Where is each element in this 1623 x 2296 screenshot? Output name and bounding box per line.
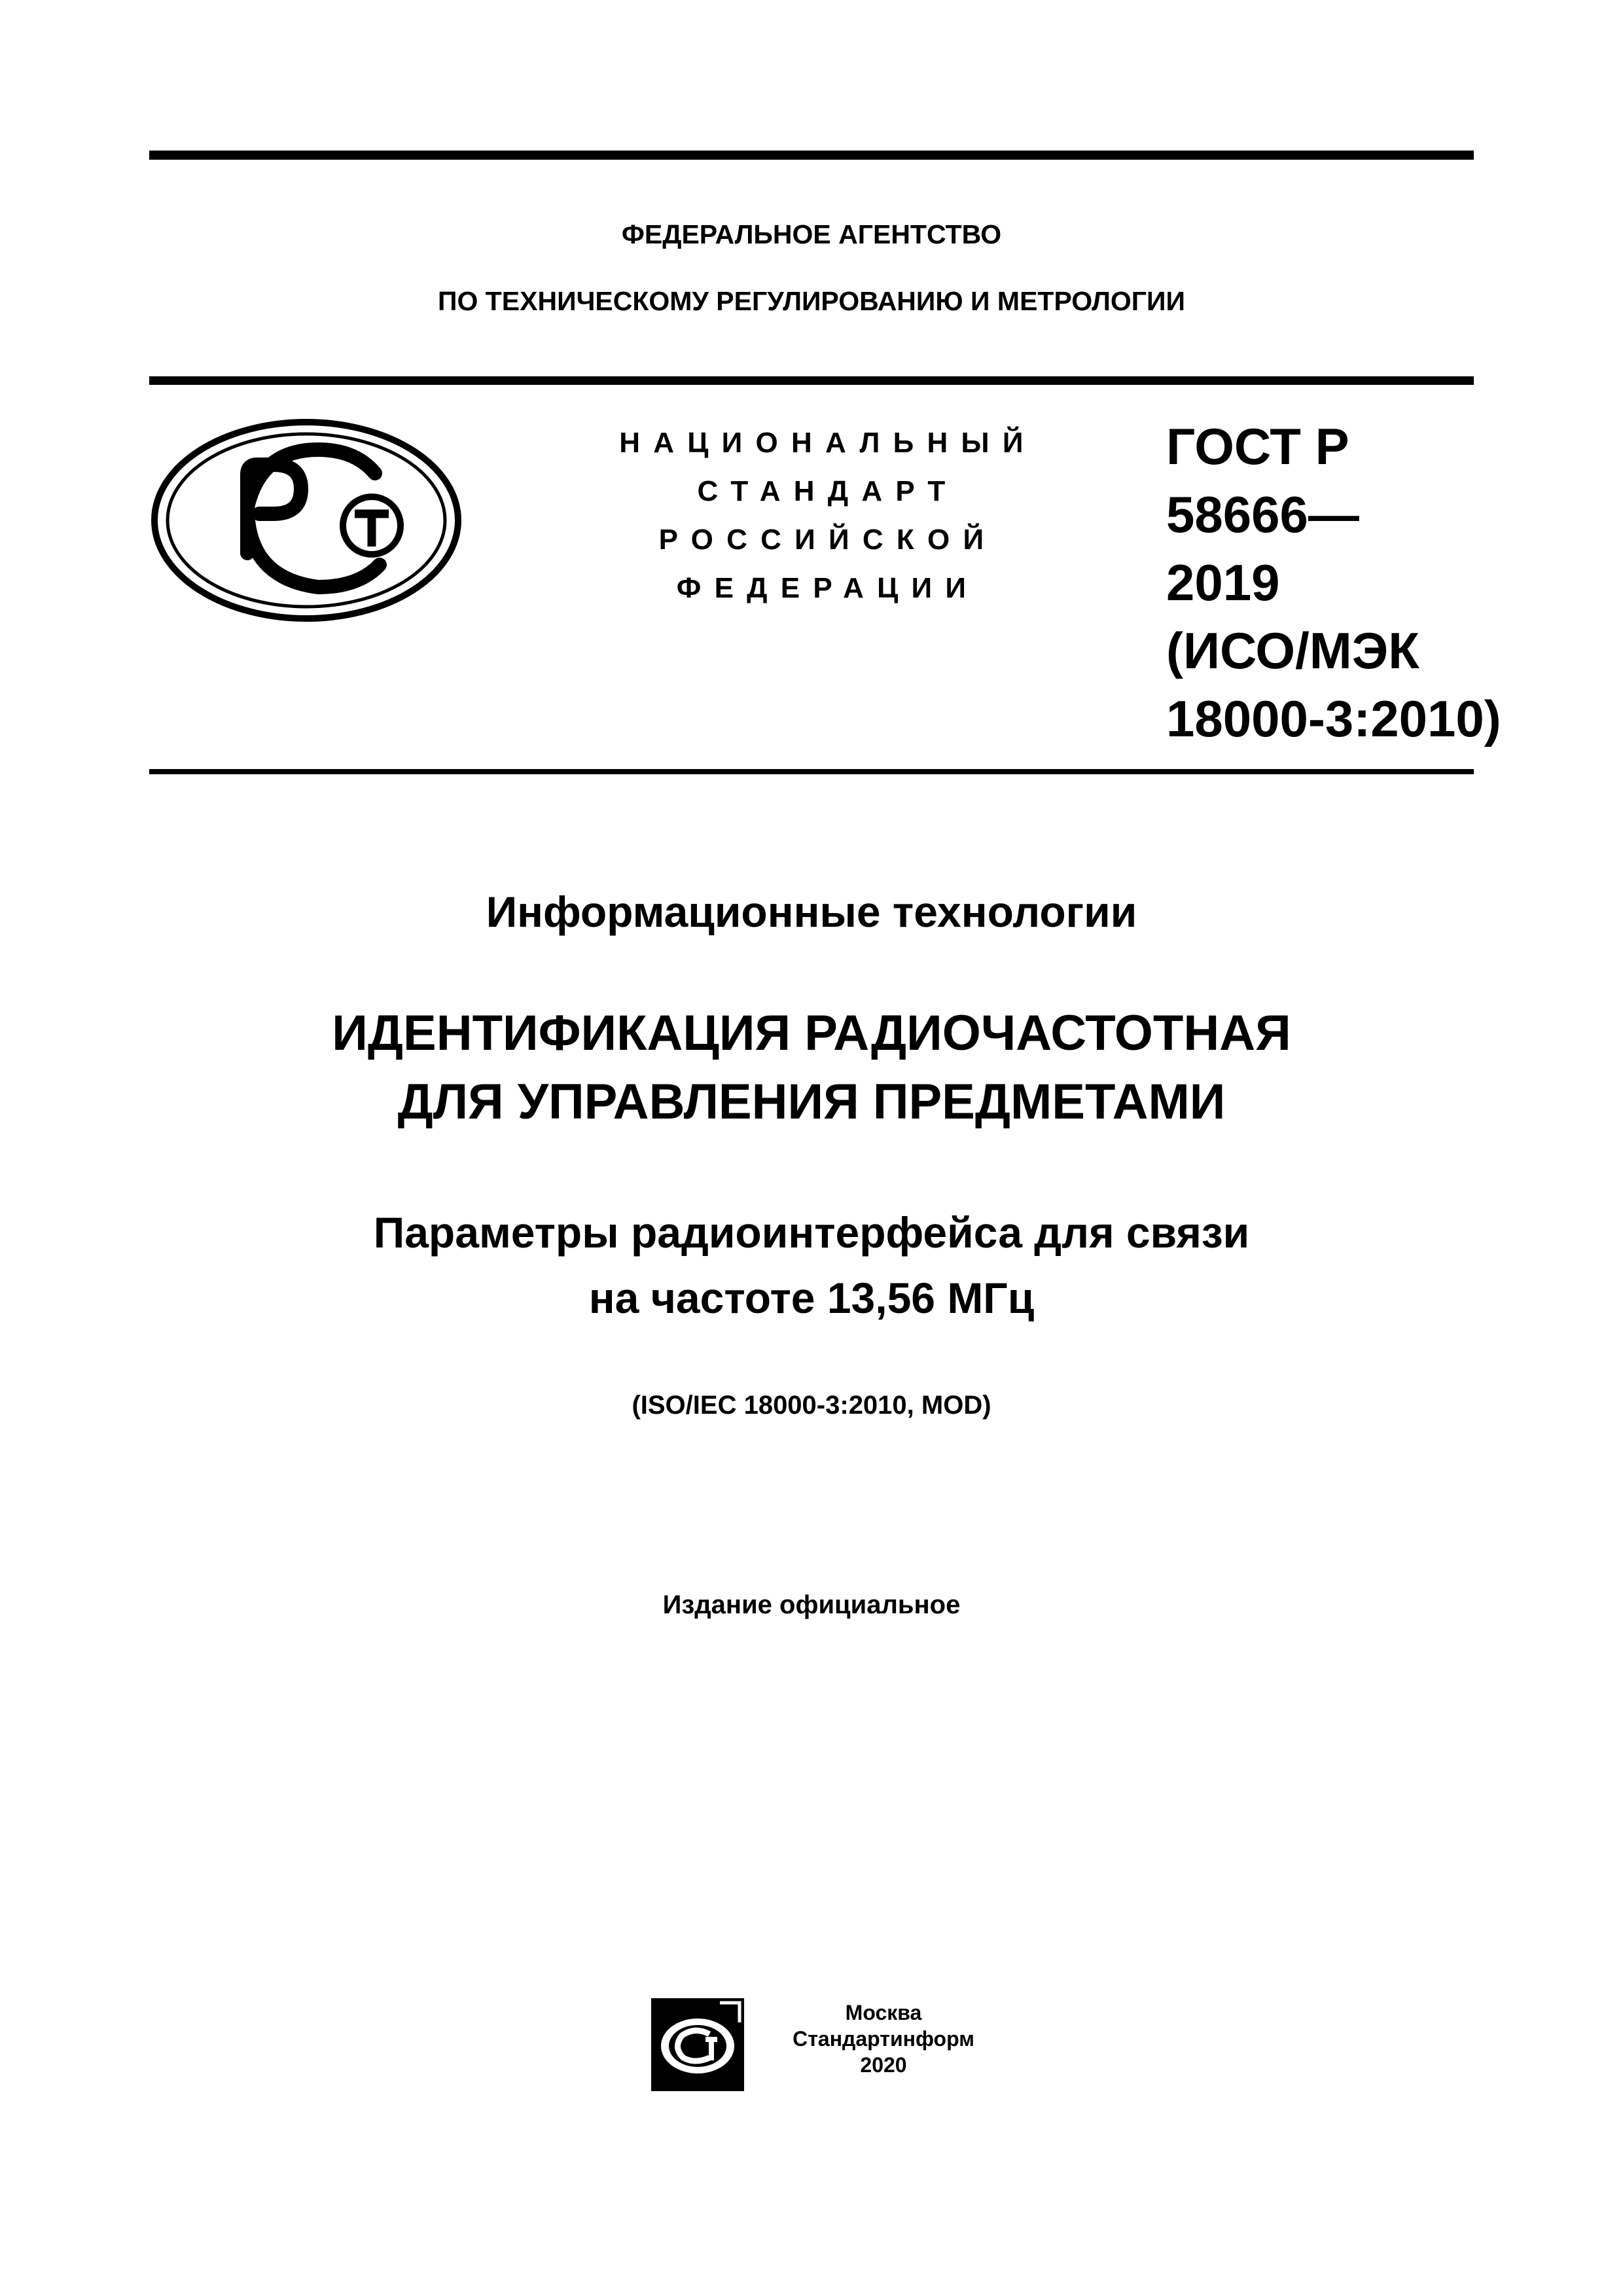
designation-line-1: ГОСТ Р — [1166, 418, 1349, 475]
top-rule — [149, 151, 1474, 160]
designation-line-2: 58666— — [1166, 486, 1359, 543]
designation-line-4: (ИСО/МЭК — [1166, 622, 1419, 679]
national-standard-line-1: НАЦИОНАЛЬНЫЙ — [619, 427, 1037, 459]
standartinform-logo — [649, 1996, 746, 2093]
agency-line-2: ПО ТЕХНИЧЕСКОМУ РЕГУЛИРОВАНИЮ И МЕТРОЛОГИИ — [438, 286, 1185, 316]
designation-line-5: 18000-3:2010) — [1166, 690, 1501, 747]
designation-rule — [149, 769, 1474, 774]
document-title-line-2: ДЛЯ УПРАВЛЕНИЯ ПРЕДМЕТАМИ — [397, 1074, 1226, 1130]
publication-year: 2020 — [860, 2053, 907, 2077]
document-category: Информационные технологии — [486, 888, 1137, 936]
publisher-city: Москва — [845, 2001, 922, 2024]
national-standard-line-3: РОССИЙСКОЙ — [658, 524, 997, 556]
standard-designation — [1166, 412, 1501, 753]
header-rule — [149, 376, 1474, 385]
document-subtitle-line-2: на частоте 13,56 МГц — [588, 1274, 1035, 1322]
edition-note: Издание официальное — [662, 1590, 961, 1619]
designation-line-3: 2019 — [1166, 554, 1280, 611]
agency-line-1: ФЕДЕРАЛЬНОЕ АГЕНТСТВО — [621, 219, 1002, 249]
rst-emblem-icon — [149, 416, 463, 625]
publisher-name: Стандартинформ — [793, 2027, 974, 2051]
document-subtitle-line-1: Параметры радиоинтерфейса для связи — [373, 1208, 1250, 1257]
international-reference: (ISO/IEC 18000-3:2010, MOD) — [632, 1391, 991, 1420]
national-standard-label — [556, 419, 1099, 613]
national-standard-line-2: СТАНДАРТ — [697, 475, 959, 507]
document-title-line-1: ИДЕНТИФИКАЦИЯ РАДИОЧАСТОТНАЯ — [332, 1005, 1291, 1061]
national-standard-line-4: ФЕДЕРАЦИИ — [676, 572, 980, 604]
publisher-block — [753, 2000, 1014, 2078]
